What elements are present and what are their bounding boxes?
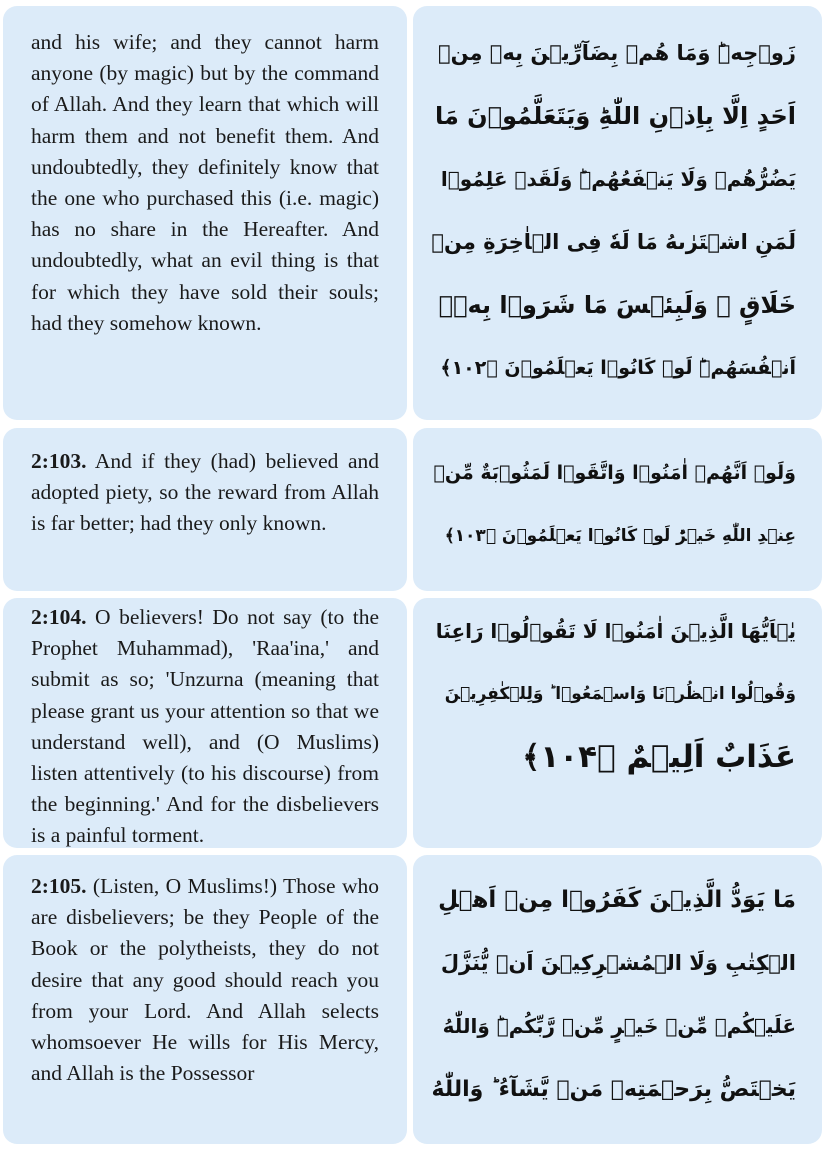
english-translation: O believers! Do not say (to the Prophet Muhammad), 'Raa'ina,' and submit as so; 'Unzurna (meaning that please grant us your attention so that we understand well), and (O Muslims) listen attentively (to his discourse) from the beginning.' And for the disbelievers is a painful torment. <box>31 605 379 848</box>
arabic-line: لَمَنِ اشۡتَرٰٮهُ مَا لَهٗ فِى الۡاٰخِرَةِ مِنۡ <box>431 230 796 254</box>
english-translation: and his wife; and they cannot harm anyone (by magic) but by the command of Allah. And they learn that which will harm them and not benefit them. And undoubtedly, they definitely know that the one who purchased this (i.e. magic) has no share in the Hereafter. And undoubtedly, what an evil thing is that for which they have sold their souls; had they somehow known. <box>31 30 379 335</box>
verse-ref: 2:105. <box>31 874 87 898</box>
arabic-panel-verse-102 <box>413 6 822 420</box>
arabic-panel-verse-103 <box>413 428 822 591</box>
arabic-line: خَلَاقٍ ۚ وَلَبِئۡسَ مَا شَرَوۡا بِهٖۤ <box>438 291 796 319</box>
english-translation: (Listen, O Muslims!) Those who are disbelievers; be they People of the Book or the polytheists, they do not desire that any good should reach you from your Lord. And Allah selects whomsoever He wills for His Mercy, and Allah is the Possessor <box>31 874 379 1086</box>
arabic-line: اَنۡفُسَهُمۡؕ لَوۡ كَانُوۡا يَعۡلَمُوۡنَ ﴿۱۰۲﴾ <box>440 357 796 379</box>
arabic-line: عِنۡدِ اللّٰهِ خَيۡرٌؕ لَوۡ كَانُوۡا يَعۡلَمُوۡنَ ﴿۱۰۳﴾ <box>444 526 796 546</box>
arabic-line: وَقُوۡلُوا انۡظُرۡنَا وَاسۡمَعُوۡا ؕ وَلِلۡكٰفِرِيۡنَ <box>444 684 796 704</box>
english-panel-verse-102 <box>3 6 407 420</box>
arabic-line: اَحَدٍ اِلَّا بِاِذۡنِ اللّٰهِؕ وَيَتَعَلَّمُوۡنَ مَا <box>434 102 796 130</box>
arabic-line: وَلَوۡ اَنَّهُمۡ اٰمَنُوۡا وَاتَّقَوۡا لَمَثُوۡبَةٌ مِّنۡ <box>433 462 796 484</box>
verse-ref: 2:103. <box>31 449 87 473</box>
arabic-line: عَذَابٌ اَلِيۡمٌ ﴿۱۰۴﴾ <box>522 739 796 775</box>
arabic-line: عَلَيۡكُمۡ مِّنۡ خَيۡرٍ مِّنۡ رَّبِّكُمۡؕ وَاللّٰهُ <box>442 1014 796 1038</box>
arabic-line: يَخۡتَصُّ بِرَحۡمَتِهٖ مَنۡ يَّشَآءُ ؕ وَاللّٰهُ <box>431 1077 796 1102</box>
english-panel-verse-104 <box>3 598 407 848</box>
arabic-panel-verse-105 <box>413 855 822 1144</box>
arabic-line: يَضُرُّهُمۡ وَلَا يَنۡفَعُهُمۡؕ وَلَقَدۡ عَلِمُوۡا <box>440 167 796 191</box>
verse-ref: 2:104. <box>31 605 87 629</box>
arabic-line: الۡكِتٰبِ وَلَا الۡمُشۡرِكِيۡنَ اَنۡ يُّنَزَّلَ <box>440 951 796 975</box>
arabic-panel-verse-104 <box>413 598 822 848</box>
arabic-line: يٰۤاَيُّهَا الَّذِيۡنَ اٰمَنُوۡا لَا تَقُوۡلُوۡا رَاعِنَا <box>435 619 796 643</box>
english-translation: And if they (had) believed and adopted piety, so the reward from Allah is far better; had they only known. <box>31 449 379 536</box>
arabic-line: زَوۡجِهٖؕ وَمَا هُمۡ بِضَآرِّيۡنَ بِهٖ مِنۡ <box>437 41 796 65</box>
english-panel-verse-103 <box>3 428 407 591</box>
arabic-line: مَا يَوَدُّ الَّذِيۡنَ كَفَرُوۡا مِنۡ اَهۡلِ <box>438 887 796 913</box>
english-panel-verse-105 <box>3 855 407 1144</box>
